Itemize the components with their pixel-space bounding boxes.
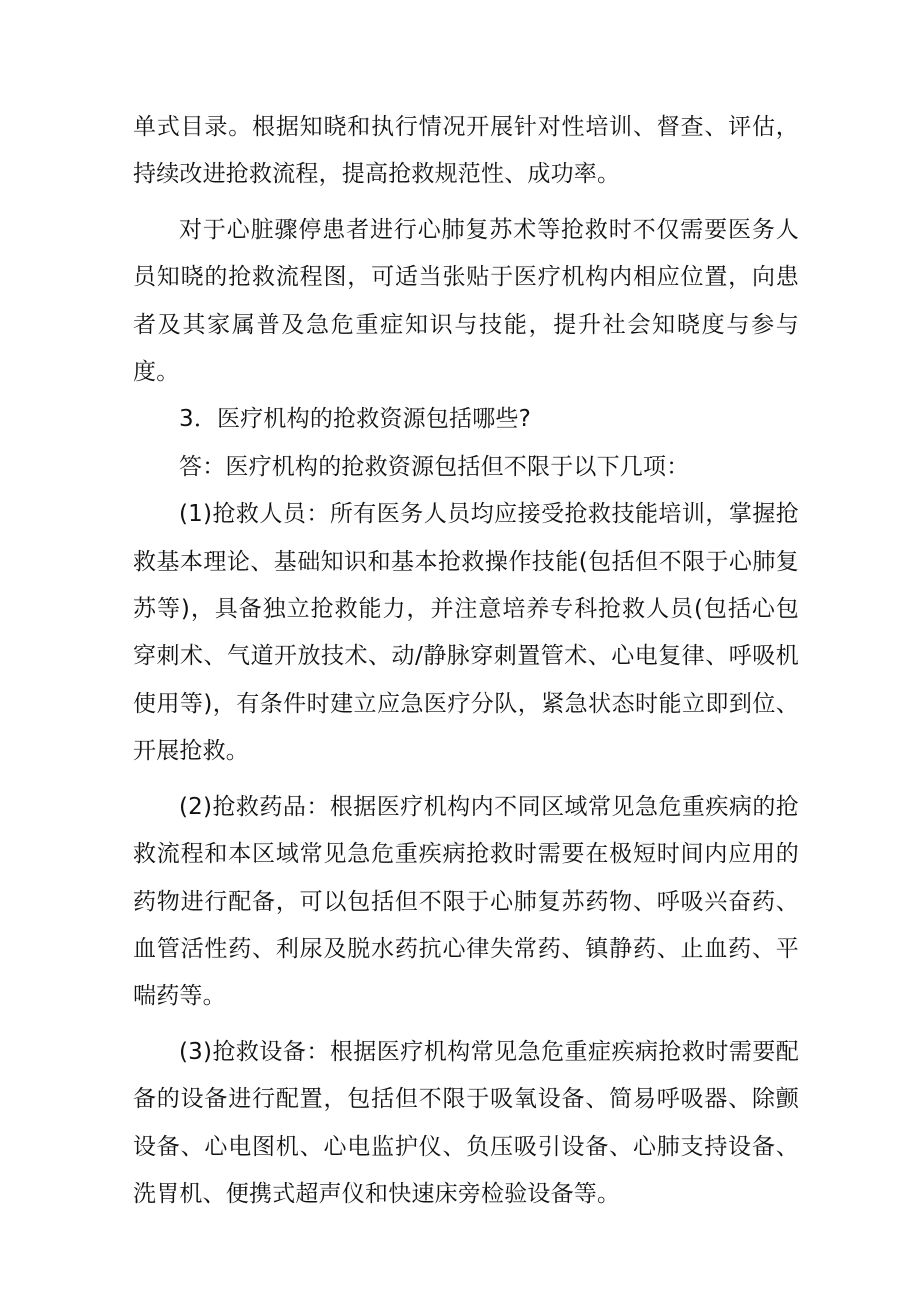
question-heading: 3．医疗机构的抢救资源包括哪些? [179, 406, 532, 433]
paragraph-rescue-drugs: (2)抢救药品：根据医疗机构内不同区域常见急危重疾病的抢救流程和本区域常见急危重疾病抢救时需要在极短时间内应用的药物进行配备，可以包括但不限于心肺复苏药物、呼吸兴奋药、血管活性药、利尿及脱水药抗心律失常药、镇静药、止血药、平喘药等。 [133, 793, 799, 1010]
paragraph-rescue-personnel: (1)抢救人员：所有医务人员均应接受抢救技能培训，掌握抢救基本理论、基础知识和基本抢救操作技能(包括但不限于心肺复苏等)，具备独立抢救能力，并注意培养专科抢救人员(包括心包穿刺术、气道开放技术、动/静脉穿刺置管术、心电复律、呼吸机使用等)，有条件时建立应急医疗分队，紧急状态时能立即到位、开展抢救。 [133, 501, 799, 765]
document-body [133, 104, 799, 1218]
paragraph-continuation: 单式目录。根据知晓和执行情况开展针对性培训、督查、评估，持续改进抢救流程，提高抢救规范性、成功率。 [133, 114, 799, 188]
paragraph-rescue-equipment: (3)抢救设备：根据医疗机构常见急危重症疾病抢救时需要配备的设备进行配置，包括但不限于吸氧设备、简易呼吸器、除颤设备、心电图机、心电监护仪、负压吸引设备、心肺支持设备、洗胃机、便携式超声仪和快速床旁检验设备等。 [133, 1038, 799, 1207]
paragraph-cardiac-arrest: 对于心脏骤停患者进行心肺复苏术等抢救时不仅需要医务人员知晓的抢救流程图，可适当张贴于医疗机构内相应位置，向患者及其家属普及急危重症知识与技能，提升社会知晓度与参与度。 [133, 216, 799, 386]
answer-intro: 答：医疗机构的抢救资源包括但不限于以下几项： [179, 453, 690, 480]
